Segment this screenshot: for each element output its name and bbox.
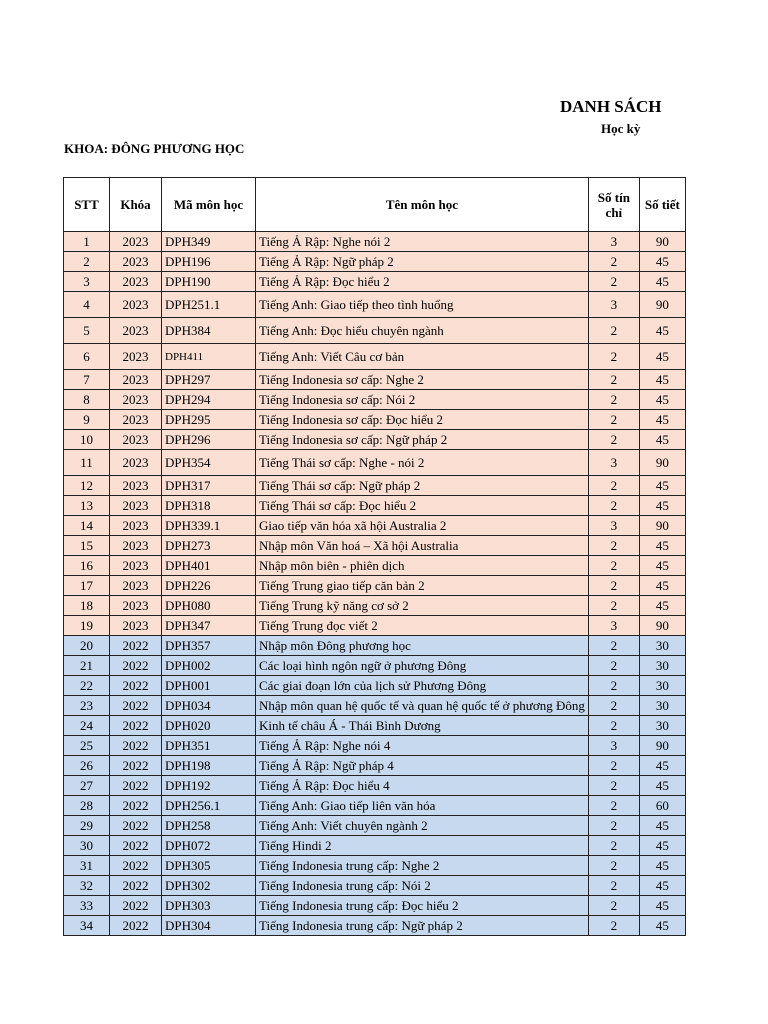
cell-stt: 34 bbox=[64, 916, 110, 936]
table-row bbox=[64, 796, 686, 816]
cell-course-name: Tiếng Indonesia trung cấp: Đọc hiểu 2 bbox=[256, 896, 589, 916]
table-row bbox=[64, 816, 686, 836]
cell-course-code: DPH072 bbox=[162, 836, 256, 856]
cell-stt: 6 bbox=[64, 344, 110, 370]
cell-khoa: 2022 bbox=[110, 916, 162, 936]
cell-khoa: 2023 bbox=[110, 232, 162, 252]
cell-credits: 2 bbox=[588, 496, 639, 516]
cell-course-name: Tiếng Anh: Viết chuyên ngành 2 bbox=[256, 816, 589, 836]
cell-course-code: DPH384 bbox=[162, 318, 256, 344]
cell-course-name: Tiếng Indonesia sơ cấp: Đọc hiểu 2 bbox=[256, 410, 589, 430]
cell-stt: 30 bbox=[64, 836, 110, 856]
cell-stt: 25 bbox=[64, 736, 110, 756]
table-row bbox=[64, 390, 686, 410]
cell-periods: 45 bbox=[639, 836, 685, 856]
cell-credits: 2 bbox=[588, 272, 639, 292]
cell-khoa: 2023 bbox=[110, 596, 162, 616]
cell-credits: 2 bbox=[588, 576, 639, 596]
cell-periods: 45 bbox=[639, 390, 685, 410]
cell-khoa: 2023 bbox=[110, 272, 162, 292]
cell-course-code: DPH303 bbox=[162, 896, 256, 916]
cell-khoa: 2023 bbox=[110, 390, 162, 410]
table-row bbox=[64, 736, 686, 756]
cell-course-name: Tiếng Ả Rập: Ngữ pháp 4 bbox=[256, 756, 589, 776]
cell-stt: 5 bbox=[64, 318, 110, 344]
cell-stt: 14 bbox=[64, 516, 110, 536]
cell-credits: 2 bbox=[588, 816, 639, 836]
cell-course-code: DPH256.1 bbox=[162, 796, 256, 816]
table-row bbox=[64, 496, 686, 516]
table-row bbox=[64, 292, 686, 318]
table-row bbox=[64, 232, 686, 252]
cell-periods: 90 bbox=[639, 450, 685, 476]
cell-course-name: Tiếng Indonesia sơ cấp: Nghe 2 bbox=[256, 370, 589, 390]
cell-course-code: DPH401 bbox=[162, 556, 256, 576]
cell-khoa: 2023 bbox=[110, 318, 162, 344]
cell-periods: 30 bbox=[639, 696, 685, 716]
cell-credits: 2 bbox=[588, 344, 639, 370]
table-row bbox=[64, 596, 686, 616]
cell-credits: 2 bbox=[588, 252, 639, 272]
cell-khoa: 2023 bbox=[110, 370, 162, 390]
table-row bbox=[64, 776, 686, 796]
cell-periods: 45 bbox=[639, 876, 685, 896]
cell-khoa: 2022 bbox=[110, 856, 162, 876]
cell-credits: 2 bbox=[588, 318, 639, 344]
cell-stt: 17 bbox=[64, 576, 110, 596]
cell-course-code: DPH295 bbox=[162, 410, 256, 430]
cell-credits: 2 bbox=[588, 676, 639, 696]
cell-stt: 28 bbox=[64, 796, 110, 816]
cell-khoa: 2022 bbox=[110, 716, 162, 736]
cell-khoa: 2023 bbox=[110, 556, 162, 576]
table-row bbox=[64, 516, 686, 536]
cell-credits: 3 bbox=[588, 736, 639, 756]
cell-stt: 1 bbox=[64, 232, 110, 252]
cell-stt: 9 bbox=[64, 410, 110, 430]
document-title: DANH SÁCH bbox=[560, 97, 662, 116]
cell-stt: 11 bbox=[64, 450, 110, 476]
table-row bbox=[64, 756, 686, 776]
cell-course-name: Tiếng Trung đọc viết 2 bbox=[256, 616, 589, 636]
cell-course-name: Tiếng Anh: Viết Câu cơ bản bbox=[256, 344, 589, 370]
document-subtitle: Học kỳ bbox=[601, 121, 641, 136]
cell-course-code: DPH302 bbox=[162, 876, 256, 896]
cell-course-code: DPH190 bbox=[162, 272, 256, 292]
cell-course-code: DPH349 bbox=[162, 232, 256, 252]
cell-course-name: Tiếng Thái sơ cấp: Đọc hiểu 2 bbox=[256, 496, 589, 516]
cell-khoa: 2023 bbox=[110, 430, 162, 450]
cell-khoa: 2023 bbox=[110, 344, 162, 370]
cell-periods: 90 bbox=[639, 736, 685, 756]
cell-credits: 2 bbox=[588, 430, 639, 450]
cell-stt: 21 bbox=[64, 656, 110, 676]
cell-credits: 2 bbox=[588, 916, 639, 936]
cell-course-code: DPH296 bbox=[162, 430, 256, 450]
table-row bbox=[64, 856, 686, 876]
cell-periods: 45 bbox=[639, 536, 685, 556]
cell-credits: 3 bbox=[588, 516, 639, 536]
cell-periods: 45 bbox=[639, 576, 685, 596]
cell-course-name: Tiếng Hindi 2 bbox=[256, 836, 589, 856]
cell-credits: 3 bbox=[588, 232, 639, 252]
cell-periods: 45 bbox=[639, 896, 685, 916]
cell-credits: 2 bbox=[588, 756, 639, 776]
cell-stt: 27 bbox=[64, 776, 110, 796]
table-row bbox=[64, 696, 686, 716]
table-row bbox=[64, 896, 686, 916]
cell-course-code: DPH251.1 bbox=[162, 292, 256, 318]
cell-khoa: 2022 bbox=[110, 776, 162, 796]
cell-khoa: 2023 bbox=[110, 410, 162, 430]
cell-credits: 2 bbox=[588, 536, 639, 556]
cell-course-name: Tiếng Anh: Đọc hiểu chuyên ngành bbox=[256, 318, 589, 344]
cell-course-code: DPH192 bbox=[162, 776, 256, 796]
cell-stt: 13 bbox=[64, 496, 110, 516]
cell-periods: 45 bbox=[639, 430, 685, 450]
cell-khoa: 2022 bbox=[110, 796, 162, 816]
cell-periods: 90 bbox=[639, 292, 685, 318]
cell-course-name: Tiếng Indonesia sơ cấp: Ngữ pháp 2 bbox=[256, 430, 589, 450]
cell-course-name: Các loại hình ngôn ngữ ở phương Đông bbox=[256, 656, 589, 676]
cell-periods: 30 bbox=[639, 716, 685, 736]
table-row bbox=[64, 370, 686, 390]
cell-stt: 24 bbox=[64, 716, 110, 736]
cell-khoa: 2023 bbox=[110, 450, 162, 476]
cell-course-code: DPH198 bbox=[162, 756, 256, 776]
table-row bbox=[64, 556, 686, 576]
cell-course-name: Tiếng Indonesia trung cấp: Ngữ pháp 2 bbox=[256, 916, 589, 936]
cell-course-code: DPH347 bbox=[162, 616, 256, 636]
cell-periods: 90 bbox=[639, 232, 685, 252]
cell-credits: 2 bbox=[588, 656, 639, 676]
table-row bbox=[64, 318, 686, 344]
cell-stt: 33 bbox=[64, 896, 110, 916]
cell-stt: 32 bbox=[64, 876, 110, 896]
cell-stt: 15 bbox=[64, 536, 110, 556]
cell-course-name: Tiếng Thái sơ cấp: Nghe - nói 2 bbox=[256, 450, 589, 476]
cell-course-code: DPH351 bbox=[162, 736, 256, 756]
cell-periods: 45 bbox=[639, 556, 685, 576]
cell-periods: 30 bbox=[639, 676, 685, 696]
cell-stt: 23 bbox=[64, 696, 110, 716]
table-row bbox=[64, 916, 686, 936]
cell-course-code: DPH001 bbox=[162, 676, 256, 696]
faculty-label: KHOA: ĐÔNG PHƯƠNG HỌC bbox=[64, 141, 245, 156]
cell-khoa: 2023 bbox=[110, 516, 162, 536]
cell-credits: 2 bbox=[588, 596, 639, 616]
cell-stt: 29 bbox=[64, 816, 110, 836]
cell-credits: 2 bbox=[588, 876, 639, 896]
table-row bbox=[64, 410, 686, 430]
cell-course-name: Các giai đoạn lớn của lịch sử Phương Đông bbox=[256, 676, 589, 696]
cell-khoa: 2022 bbox=[110, 696, 162, 716]
cell-stt: 4 bbox=[64, 292, 110, 318]
column-header-stt: STT bbox=[64, 178, 110, 232]
cell-course-name: Kinh tế châu Á - Thái Bình Dương bbox=[256, 716, 589, 736]
cell-course-code: DPH304 bbox=[162, 916, 256, 936]
cell-periods: 45 bbox=[639, 916, 685, 936]
cell-periods: 45 bbox=[639, 496, 685, 516]
cell-course-name: Nhập môn Đông phương học bbox=[256, 636, 589, 656]
cell-course-name: Tiếng Ả Rập: Đọc hiểu 4 bbox=[256, 776, 589, 796]
cell-course-name: Tiếng Anh: Giao tiếp theo tình huống bbox=[256, 292, 589, 318]
cell-course-name: Tiếng Trung kỹ năng cơ sở 2 bbox=[256, 596, 589, 616]
table-row bbox=[64, 616, 686, 636]
cell-course-code: DPH020 bbox=[162, 716, 256, 736]
cell-course-code: DPH034 bbox=[162, 696, 256, 716]
table-row bbox=[64, 430, 686, 450]
cell-credits: 2 bbox=[588, 390, 639, 410]
cell-course-name: Tiếng Trung giao tiếp căn bản 2 bbox=[256, 576, 589, 596]
cell-course-code: DPH318 bbox=[162, 496, 256, 516]
cell-stt: 8 bbox=[64, 390, 110, 410]
cell-stt: 2 bbox=[64, 252, 110, 272]
cell-periods: 60 bbox=[639, 796, 685, 816]
cell-course-name: Tiếng Indonesia trung cấp: Nghe 2 bbox=[256, 856, 589, 876]
cell-khoa: 2023 bbox=[110, 536, 162, 556]
table-row bbox=[64, 476, 686, 496]
cell-credits: 2 bbox=[588, 716, 639, 736]
table-row bbox=[64, 716, 686, 736]
column-header-credits: Số tín chỉ bbox=[588, 178, 639, 232]
cell-credits: 3 bbox=[588, 450, 639, 476]
cell-khoa: 2023 bbox=[110, 292, 162, 318]
cell-credits: 2 bbox=[588, 796, 639, 816]
cell-course-name: Nhập môn Văn hoá – Xã hội Australia bbox=[256, 536, 589, 556]
cell-periods: 30 bbox=[639, 636, 685, 656]
cell-credits: 3 bbox=[588, 616, 639, 636]
cell-stt: 16 bbox=[64, 556, 110, 576]
cell-course-name: Tiếng Indonesia trung cấp: Nói 2 bbox=[256, 876, 589, 896]
cell-course-name: Nhập môn biên - phiên dịch bbox=[256, 556, 589, 576]
cell-credits: 2 bbox=[588, 410, 639, 430]
cell-stt: 12 bbox=[64, 476, 110, 496]
cell-periods: 45 bbox=[639, 596, 685, 616]
cell-periods: 45 bbox=[639, 370, 685, 390]
cell-periods: 45 bbox=[639, 816, 685, 836]
cell-credits: 2 bbox=[588, 696, 639, 716]
cell-stt: 31 bbox=[64, 856, 110, 876]
column-header-periods: Số tiết bbox=[639, 178, 685, 232]
cell-khoa: 2023 bbox=[110, 496, 162, 516]
cell-khoa: 2023 bbox=[110, 616, 162, 636]
table-row bbox=[64, 344, 686, 370]
cell-khoa: 2022 bbox=[110, 636, 162, 656]
table-row bbox=[64, 252, 686, 272]
table-row bbox=[64, 636, 686, 656]
cell-course-code: DPH196 bbox=[162, 252, 256, 272]
cell-credits: 2 bbox=[588, 636, 639, 656]
cell-stt: 3 bbox=[64, 272, 110, 292]
cell-khoa: 2023 bbox=[110, 252, 162, 272]
cell-course-name: Tiếng Ả Rập: Đọc hiểu 2 bbox=[256, 272, 589, 292]
cell-stt: 10 bbox=[64, 430, 110, 450]
cell-stt: 22 bbox=[64, 676, 110, 696]
cell-khoa: 2022 bbox=[110, 676, 162, 696]
cell-course-code: DPH273 bbox=[162, 536, 256, 556]
table-header-row bbox=[64, 178, 686, 232]
cell-periods: 90 bbox=[639, 516, 685, 536]
cell-course-code: DPH258 bbox=[162, 816, 256, 836]
table-row bbox=[64, 836, 686, 856]
course-table bbox=[63, 177, 686, 936]
cell-khoa: 2023 bbox=[110, 476, 162, 496]
cell-periods: 45 bbox=[639, 344, 685, 370]
cell-periods: 45 bbox=[639, 756, 685, 776]
cell-course-name: Tiếng Ả Rập: Nghe nói 2 bbox=[256, 232, 589, 252]
cell-periods: 45 bbox=[639, 476, 685, 496]
cell-khoa: 2022 bbox=[110, 656, 162, 676]
cell-course-name: Tiếng Indonesia sơ cấp: Nói 2 bbox=[256, 390, 589, 410]
cell-khoa: 2022 bbox=[110, 756, 162, 776]
cell-credits: 2 bbox=[588, 856, 639, 876]
cell-course-name: Tiếng Ả Rập: Nghe nói 4 bbox=[256, 736, 589, 756]
cell-course-name: Tiếng Anh: Giao tiếp liên văn hóa bbox=[256, 796, 589, 816]
cell-credits: 3 bbox=[588, 292, 639, 318]
cell-course-code: DPH317 bbox=[162, 476, 256, 496]
column-header-course-code: Mã môn học bbox=[162, 178, 256, 232]
cell-course-code: DPH002 bbox=[162, 656, 256, 676]
cell-course-code: DPH294 bbox=[162, 390, 256, 410]
cell-stt: 18 bbox=[64, 596, 110, 616]
cell-periods: 45 bbox=[639, 776, 685, 796]
cell-credits: 2 bbox=[588, 476, 639, 496]
cell-khoa: 2023 bbox=[110, 576, 162, 596]
cell-khoa: 2022 bbox=[110, 816, 162, 836]
cell-stt: 20 bbox=[64, 636, 110, 656]
cell-periods: 45 bbox=[639, 318, 685, 344]
table-row bbox=[64, 576, 686, 596]
cell-course-code: DPH339.1 bbox=[162, 516, 256, 536]
cell-periods: 45 bbox=[639, 252, 685, 272]
table-row bbox=[64, 272, 686, 292]
cell-periods: 45 bbox=[639, 410, 685, 430]
cell-khoa: 2022 bbox=[110, 876, 162, 896]
cell-khoa: 2022 bbox=[110, 896, 162, 916]
table-row bbox=[64, 656, 686, 676]
cell-course-code: DPH357 bbox=[162, 636, 256, 656]
cell-stt: 7 bbox=[64, 370, 110, 390]
cell-khoa: 2022 bbox=[110, 736, 162, 756]
cell-course-name: Tiếng Ả Rập: Ngữ pháp 2 bbox=[256, 252, 589, 272]
table-row bbox=[64, 676, 686, 696]
cell-credits: 2 bbox=[588, 556, 639, 576]
cell-periods: 30 bbox=[639, 656, 685, 676]
cell-course-name: Nhập môn quan hệ quốc tế và quan hệ quốc tế ở phương Đông bbox=[256, 696, 589, 716]
table-row bbox=[64, 536, 686, 556]
column-header-course-name: Tên môn học bbox=[256, 178, 589, 232]
cell-course-code: DPH354 bbox=[162, 450, 256, 476]
cell-course-name: Giao tiếp văn hóa xã hội Australia 2 bbox=[256, 516, 589, 536]
cell-course-name: Tiếng Thái sơ cấp: Ngữ pháp 2 bbox=[256, 476, 589, 496]
table-row bbox=[64, 876, 686, 896]
cell-course-code: DPH226 bbox=[162, 576, 256, 596]
cell-periods: 45 bbox=[639, 272, 685, 292]
cell-stt: 19 bbox=[64, 616, 110, 636]
cell-course-code: DPH305 bbox=[162, 856, 256, 876]
cell-credits: 2 bbox=[588, 776, 639, 796]
cell-credits: 2 bbox=[588, 836, 639, 856]
cell-khoa: 2022 bbox=[110, 836, 162, 856]
table-body bbox=[64, 232, 686, 936]
table-row bbox=[64, 450, 686, 476]
cell-periods: 45 bbox=[639, 856, 685, 876]
cell-periods: 90 bbox=[639, 616, 685, 636]
cell-course-code: DPH297 bbox=[162, 370, 256, 390]
cell-credits: 2 bbox=[588, 896, 639, 916]
cell-credits: 2 bbox=[588, 370, 639, 390]
column-header-khoa: Khóa bbox=[110, 178, 162, 232]
cell-course-code: DPH411 bbox=[162, 344, 256, 370]
cell-stt: 26 bbox=[64, 756, 110, 776]
cell-course-code: DPH080 bbox=[162, 596, 256, 616]
